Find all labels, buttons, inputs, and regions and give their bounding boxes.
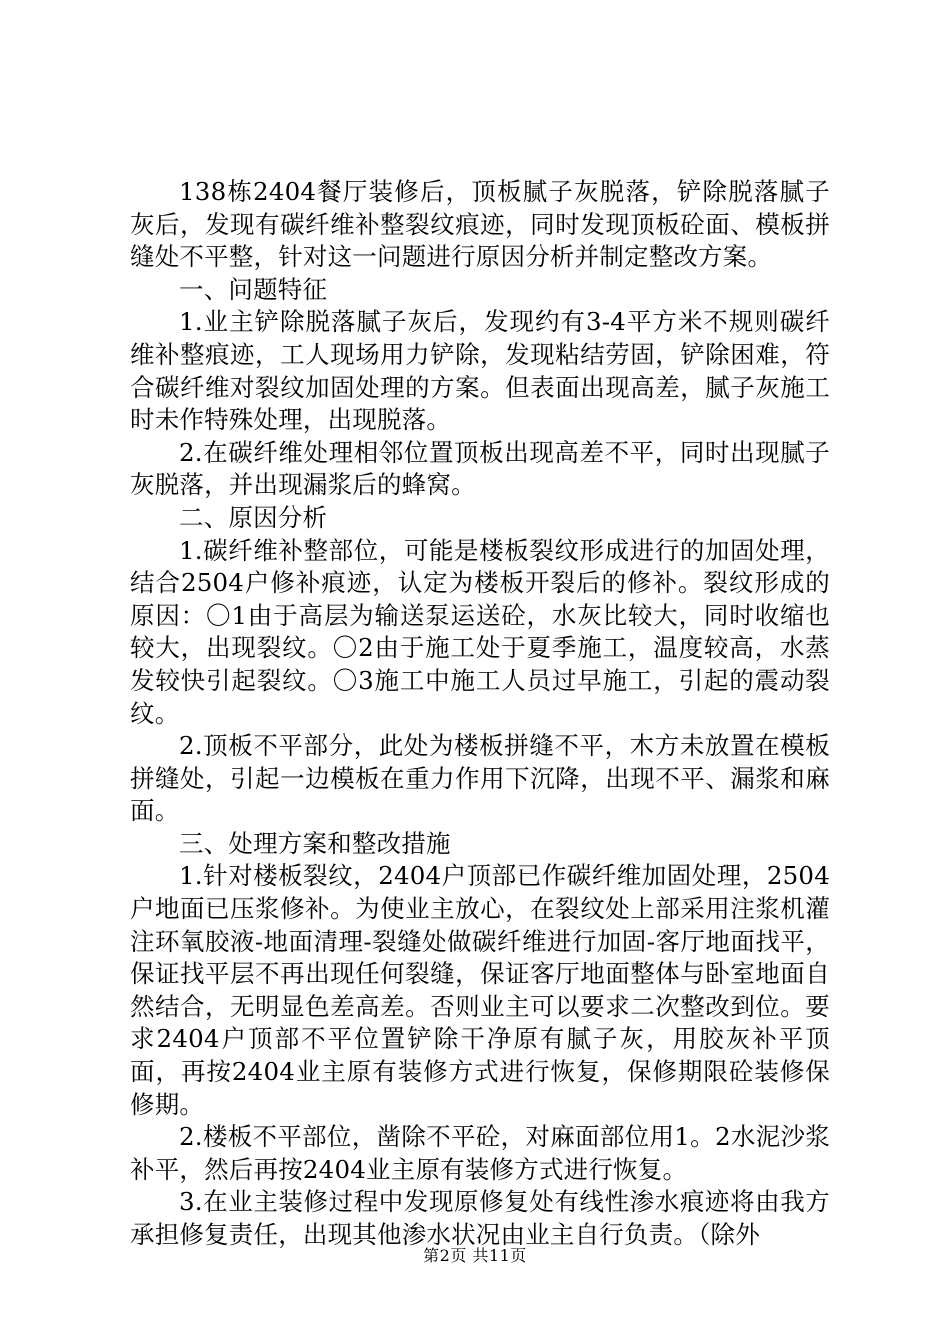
solution-item-3: 3.在业主装修过程中发现原修复处有线性渗水痕迹将由我方承担修复责任，出现其他渗水状况由业主自行负责。（除外 [130,1187,830,1249]
intro-paragraph: 138栋2404餐厅装修后，顶板腻子灰脱落，铲除脱落腻子灰后，发现有碳纤维补整裂纹痕迹，同时发现顶板砼面、模板拼缝处不平整，针对这一问题进行原因分析并制定整改方案。 [130,177,830,272]
page-number-footer: 第2页 共11页 [423,1246,527,1265]
solution-item-1: 1.针对楼板裂纹，2404户顶部已作碳纤维加固处理，2504户地面已压浆修补。为使业主放心，在裂纹处上部采用注浆机灌注环氧胶液-地面清理-裂缝处做碳纤维进行加固-客厅地面找平，保证找平层不再出现任何裂缝，保证客厅地面整体与卧室地面自然结合，无明显色差高差。否则业主可以要求二次整改到位。要求2404户顶部不平位置铲除干净原有腻子灰，用胶灰补平顶面，再按2404业主原有装修方式进行恢复，保修期限砼装修保修期。 [130,861,830,1119]
problem-item-2: 2.在碳纤维处理相邻位置顶板出现高差不平，同时出现腻子灰脱落，并出现漏浆后的蜂窝。 [130,437,830,500]
cause-item-1: 1.碳纤维补整部位，可能是楼板裂纹形成进行的加固处理，结合2504户修补痕迹，认定为楼板开裂后的修补。裂纹形成的原因：〇1由于高层为输送泵运送砼，水灰比较大，同时收缩也较大，出现裂纹。〇2由于施工处于夏季施工，温度较高，水蒸发较快引起裂纹。〇3施工中施工人员过早施工，引起的震动裂纹。 [130,535,830,728]
section-heading-problem-features: 一、问题特征 [179,274,328,304]
solution-item-2: 2.楼板不平部位，凿除不平砼，对麻面部位用1。2水泥沙浆补平，然后再按2404业主原有装修方式进行恢复。 [130,1122,830,1184]
problem-item-1: 1.业主铲除脱落腻子灰后，发现约有3-4平方米不规则碳纤维补整痕迹，工人现场用力铲除，发现粘结劳固，铲除困难，符合碳纤维对裂纹加固处理的方案。但表面出现高差，腻子灰施工时未作特殊处理，出现脱落。 [130,307,830,435]
document-body [130,176,830,1252]
section-heading-cause-analysis: 二、原因分析 [179,502,328,532]
section-heading-solutions: 三、处理方案和整改措施 [179,828,451,858]
cause-item-2: 2.顶板不平部分，此处为楼板拼缝不平，木方未放置在模板拼缝处，引起一边模板在重力作用下沉降，出现不平、漏浆和麻面。 [130,731,830,826]
